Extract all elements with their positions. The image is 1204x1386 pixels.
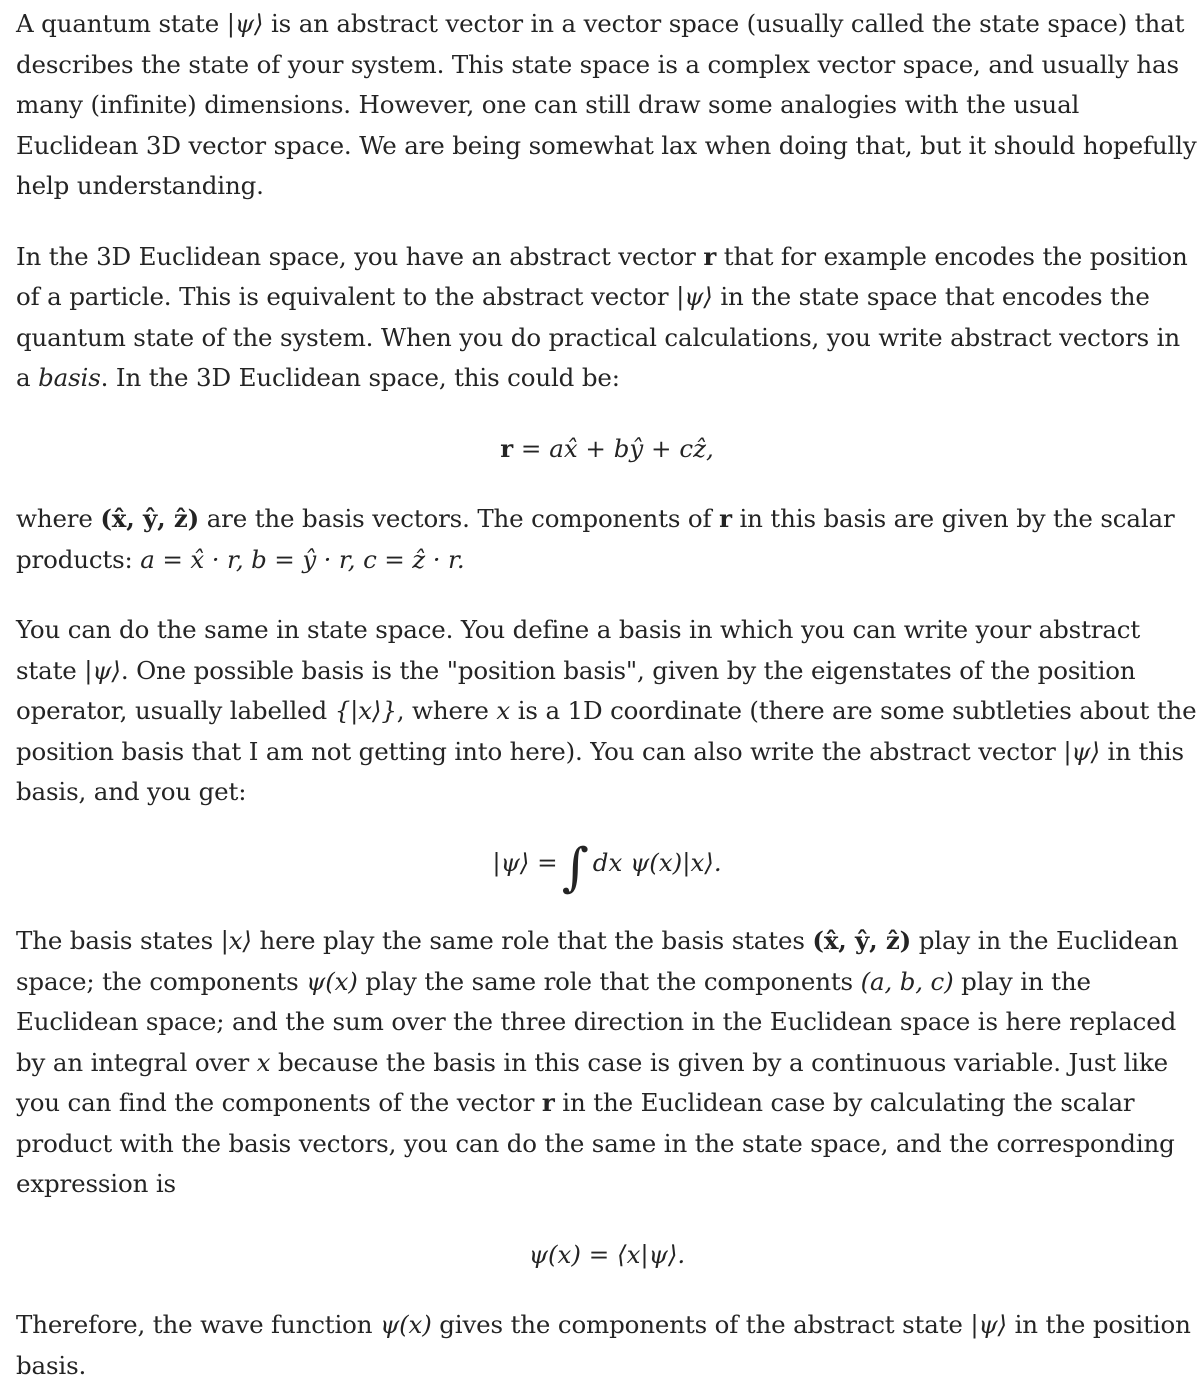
vector-r: r (719, 504, 732, 533)
paragraph-position-basis: You can do the same in state space. You define a basis in which you can write your abstract state |ψ⟩. One possible basis is the "position basis", given by the eigenstates of the position operator, usually labelled {|x⟩}, where x is a 1D coordinate (there are some subtleties about the position basis that I am not getting into here). You can also write the abstract vector |ψ⟩ in this basis, and you get: (16, 615, 1197, 806)
paragraph-conclusion: Therefore, the wave function ψ(x) gives the components of the abstract state |ψ⟩ in the position basis. (16, 1310, 1191, 1380)
emphasis-basis: basis (38, 363, 101, 392)
paragraph-intro: A quantum state |ψ⟩ is an abstract vector in a vector space (usually called the state space) that describes the state of your system. This state space is a complex vector space, and usually has many (infinite) dimensions. However, one can still draw some analogies with the usual Euclidean 3D vector space. We are being somewhat lax when doing that, but it should hopefully help understanding. (16, 9, 1197, 200)
vector-r: r (703, 241, 717, 271)
basis-vectors-math: (x̂, ŷ, ẑ) (100, 504, 200, 533)
components-abc: (a, b, c) (860, 966, 954, 996)
equation-psi-integral: |ψ⟩ =∫ dx ψ(x)|x⟩. (492, 837, 722, 898)
psi-of-x: ψ(x) (380, 1310, 432, 1339)
integral-sign: ∫ (561, 837, 589, 898)
equation-r-decomposition: r = ax̂ + bŷ + cẑ, (500, 433, 714, 463)
psi-of-x: ψ(x) (306, 966, 358, 996)
ket-psi: |ψ⟩ (970, 1310, 1007, 1339)
equation-wavefunction: ψ(x) = ⟨x|ψ⟩. (528, 1239, 686, 1269)
paragraph-euclidean: In the 3D Euclidean space, you have an abstract vector r that for example encodes the position of a particle. This is equivalent to the abstract vector |ψ⟩ in the state space that encodes the quantum state of the system. When you do practical calculations, you write abstract vectors in a basis. In the 3D Euclidean space, this could be: (16, 241, 1188, 392)
vector-r: r (541, 1088, 555, 1117)
var-x: x (496, 696, 511, 725)
ket-psi: |ψ⟩ (84, 655, 121, 685)
var-x: x (256, 1047, 271, 1077)
position-set-math: {|x⟩} (334, 696, 397, 725)
ket-psi: |ψ⟩ (676, 282, 713, 311)
basis-vectors-math: (x̂, ŷ, ẑ) (812, 926, 912, 955)
scalar-products-math: a = x̂ · r, b = ŷ · r, c = ẑ · r. (140, 544, 465, 574)
paragraph-basis-vectors: where (x̂, ŷ, ẑ) are the basis vectors. The components of r in this basis are given by the scalar products: a = x̂ · r, b = ŷ · r, c = ẑ · r. (16, 504, 1175, 574)
paragraph-analogy: The basis states |x⟩ here play the same role that the basis states (x̂, ŷ, ẑ) play in the Euclidean space; the components ψ(x) play the same role that the components (a, b, c) play in the Euclidean space; and the sum over the three direction in the Euclidean space is here replaced by an integral over x because the basis in this case is given by a continuous variable. Just like you can find the components of the vector r in the Euclidean case by calculating the scalar product with the basis vectors, you can do the same in the state space, and the corresponding expression is (16, 926, 1179, 1198)
ket-psi: |ψ⟩ (1063, 736, 1100, 766)
ket-x: |x⟩ (220, 926, 252, 955)
ket-psi: |ψ⟩ (226, 9, 264, 38)
